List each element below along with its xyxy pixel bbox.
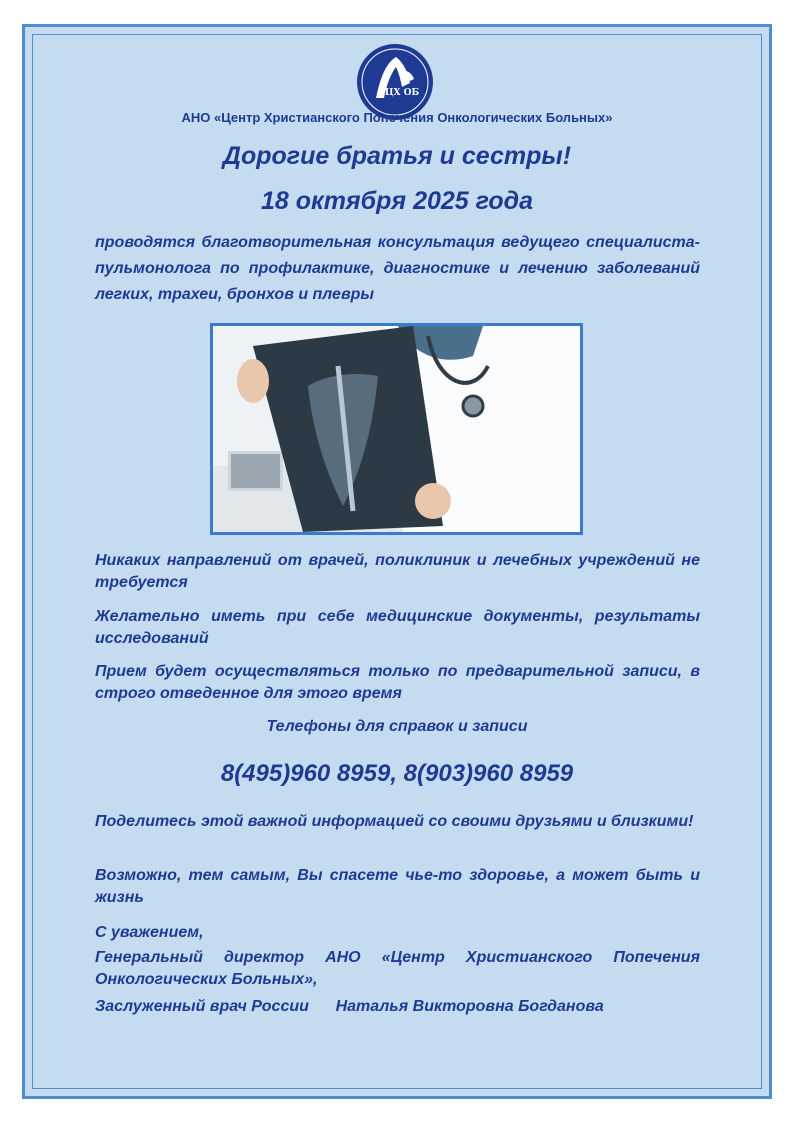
- event-date: 18 октября 2025 года: [261, 187, 533, 215]
- signature-title: Заслуженный врач России: [95, 998, 309, 1015]
- phone-numbers: 8(495)960 8959, 8(903)960 8959: [220, 760, 574, 787]
- greeting-heading: Дорогие братья и сестры!: [222, 142, 572, 170]
- signature-line: [95, 998, 604, 1016]
- phones-caption: Телефоны для справок и записи: [266, 718, 528, 735]
- note-documents: Желательно иметь при себе медицинские документы, результаты исследований: [95, 608, 700, 647]
- note-appointment: Прием будет осуществляться только по предварительной записи, в строго отведенное для этого время: [95, 663, 700, 702]
- intro-paragraph: проводятся благотворительная консультация ведущего специалиста-пульмонолога по профилактике, диагностике и лечению заболеваний легких, трахеи, бронхов и плевры: [95, 234, 700, 303]
- note-no-referral: Никаких направлений от врачей, поликлиник и лечебных учреждений не требуется: [95, 552, 700, 591]
- closing-save-life: Возможно, тем самым, Вы спасете чье-то здоровье, а может быть и жизнь: [95, 867, 700, 906]
- signature-name: Наталья Викторовна Богданова: [335, 998, 604, 1015]
- organization-name: АНО «Центр Христианского Попечения Онкологических Больных»: [181, 110, 613, 125]
- closing-share: Поделитесь этой важной информацией со своими друзьями и близкими!: [95, 813, 694, 830]
- logo-monogram: ЦХ ОБ: [384, 88, 420, 98]
- closing-director-title: Генеральный директор АНО «Центр Христианского Попечения Онкологических Больных»,: [95, 949, 700, 988]
- doctor-xray-photo: [210, 323, 583, 535]
- closing-regards: С уважением,: [95, 924, 204, 941]
- photo-illustration: [213, 326, 580, 532]
